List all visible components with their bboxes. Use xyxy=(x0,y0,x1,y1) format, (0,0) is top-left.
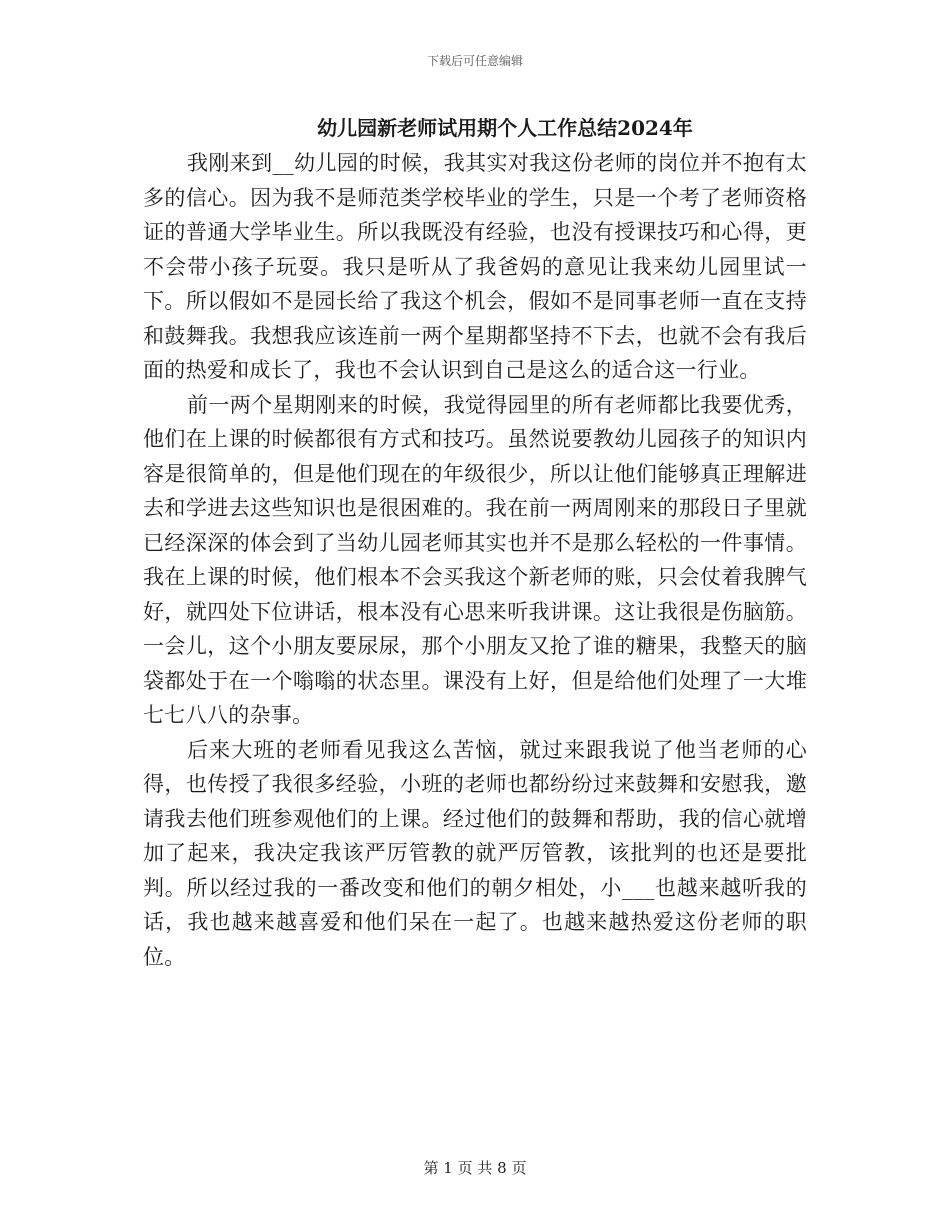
document-title: 幼儿园新老师试用期个人工作总结2024年 xyxy=(317,116,693,140)
header-note: 下载后可任意编辑 xyxy=(426,54,523,68)
paragraph-1: 我刚来到__幼儿园的时候，我其实对我这份老师的岗位并不抱有太多的信心。因为我不是师范类学校毕业的学生，只是一个考了老师资格证的普通大学毕业生。所以我既没有经验，也没有授课技巧和心得，更不会带小孩子玩耍。我只是听从了我爸妈的意见让我来幼儿园里试一下。所以假如不是园长给了我这个机会，假如不是同事老师一直在支持和鼓舞我。我想我应该连前一两个星期都坚持不下去，也就不会有我后面的热爱和成长了，我也不会认识到自己是这么的适合这一行业。 xyxy=(143,151,807,382)
paragraph-3: 后来大班的老师看见我这么苦恼，就过来跟我说了他当老师的心得，也传授了我很多经验，小班的老师也都纷纷过来鼓舞和安慰我，邀请我去他们班参观他们的上课。经过他们的鼓舞和帮助，我的信心就增加了起来，我决定我该严厉管教的就严厉管教，该批判的也还是要批判。所以经过我的一番改变和他们的朝夕相处，小___也越来越听我的话，我也越来越喜爱和他们呆在一起了。也越来越热爱这份老师的职位。 xyxy=(143,737,807,969)
document-body xyxy=(143,146,807,974)
paragraph-2: 前一两个星期刚来的时候，我觉得园里的所有老师都比我要优秀，他们在上课的时候都很有方式和技巧。虽然说要教幼儿园孩子的知识内容是很简单的，但是他们现在的年级很少，所以让他们能够真正理解进去和学进去这些知识也是很困难的。我在前一两周刚来的那段日子里就已经深深的体会到了当幼儿园老师其实也并不是那么轻松的一件事情。我在上课的时候，他们根本不会买我这个新老师的账，只会仗着我脾气好，就四处下位讲话，根本没有心思来听我讲课。这让我很是伤脑筋。一会儿，这个小朋友要尿尿，那个小朋友又抢了谁的糖果，我整天的脑袋都处于在一个嗡嗡的状态里。课没有上好，但是给他们处理了一大堆七七八八的杂事。 xyxy=(143,392,807,727)
page-number: 第 1 页 共 8 页 xyxy=(423,1159,527,1177)
